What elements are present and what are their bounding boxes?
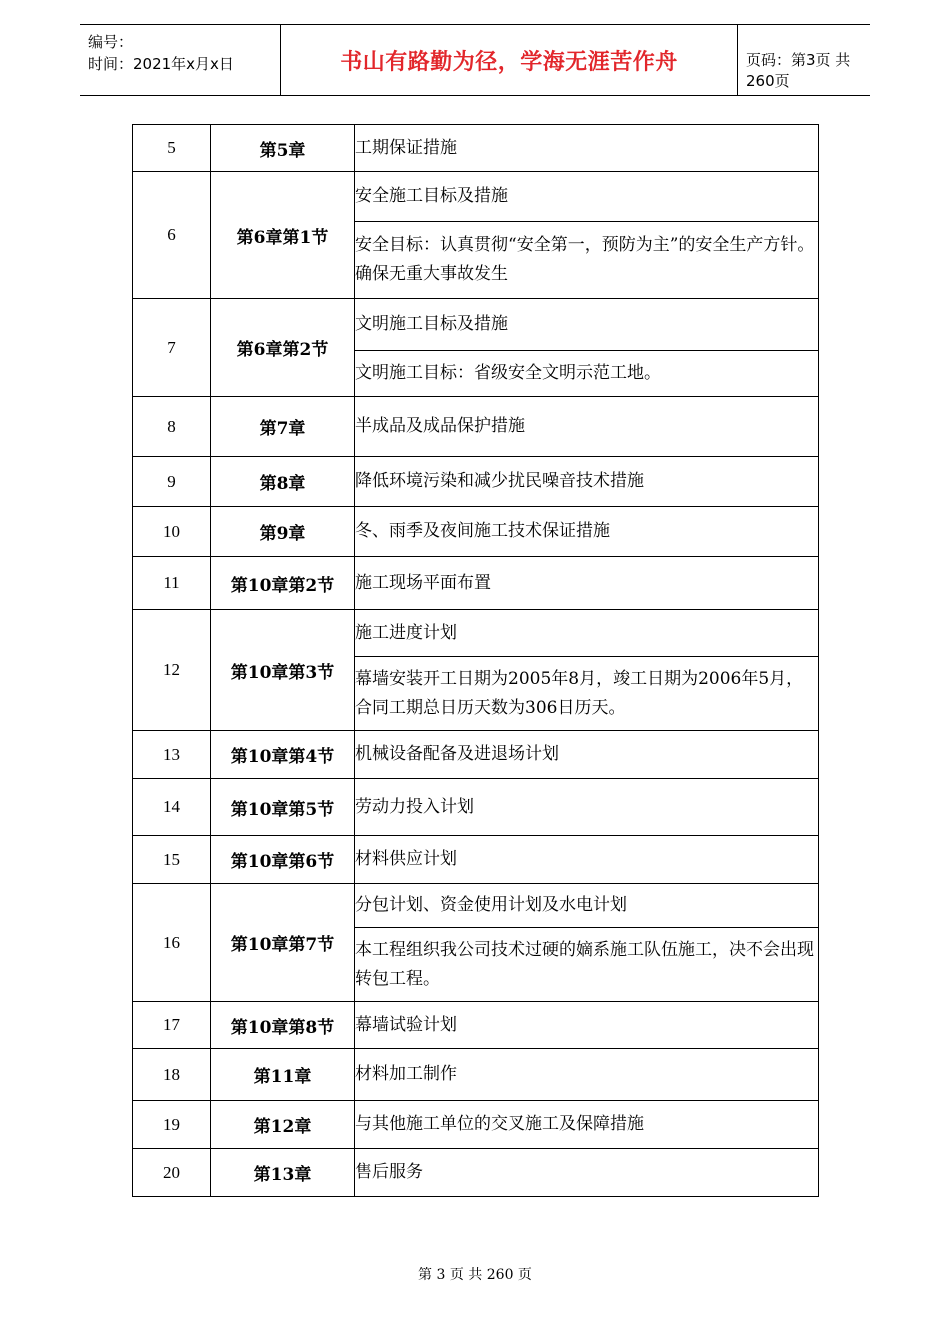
chapter-cell: 第10章第2节 bbox=[211, 557, 355, 610]
chapter-cell: 第11章 bbox=[211, 1049, 355, 1101]
chapter-cell: 第10章第7节 bbox=[211, 884, 355, 1002]
row-number: 16 bbox=[133, 884, 211, 1002]
chapter-cell: 第10章第3节 bbox=[211, 610, 355, 731]
chapter-cell: 第6章第2节 bbox=[211, 299, 355, 397]
table-row bbox=[133, 731, 819, 779]
section-detail-cell: 安全目标：认真贯彻“安全第一，预防为主”的安全生产方针。确保无重大事故发生 bbox=[355, 222, 819, 299]
chapter-cell: 第10章第4节 bbox=[211, 731, 355, 779]
row-number: 10 bbox=[133, 507, 211, 557]
table-row bbox=[133, 1101, 819, 1149]
table-row bbox=[133, 1149, 819, 1197]
chapter-cell: 第7章 bbox=[211, 397, 355, 457]
table-row bbox=[133, 779, 819, 836]
section-title-cell: 与其他施工单位的交叉施工及保障措施 bbox=[355, 1101, 819, 1149]
row-number: 6 bbox=[133, 172, 211, 299]
section-title-cell: 冬、雨季及夜间施工技术保证措施 bbox=[355, 507, 819, 557]
table-row bbox=[133, 884, 819, 928]
header-left bbox=[88, 31, 278, 75]
row-number: 19 bbox=[133, 1101, 211, 1149]
row-number: 7 bbox=[133, 299, 211, 397]
section-title-cell: 施工进度计划 bbox=[355, 610, 819, 657]
section-title-cell: 售后服务 bbox=[355, 1149, 819, 1197]
section-detail-cell: 幕墙安装开工日期为2005年8月，竣工日期为2006年5月，合同工期总日历天数为306日历天。 bbox=[355, 657, 819, 731]
section-title-cell: 材料加工制作 bbox=[355, 1049, 819, 1101]
section-title-cell: 降低环境污染和减少扰民噪音技术措施 bbox=[355, 457, 819, 507]
table-row bbox=[133, 610, 819, 657]
section-title-cell: 分包计划、资金使用计划及水电计划 bbox=[355, 884, 819, 928]
row-number: 12 bbox=[133, 610, 211, 731]
table-row bbox=[133, 557, 819, 610]
section-title-cell: 材料供应计划 bbox=[355, 836, 819, 884]
chapter-cell: 第8章 bbox=[211, 457, 355, 507]
section-title-cell: 施工现场平面布置 bbox=[355, 557, 819, 610]
section-title-cell: 工期保证措施 bbox=[355, 125, 819, 172]
chapter-cell: 第10章第5节 bbox=[211, 779, 355, 836]
table-row bbox=[133, 125, 819, 172]
chapter-cell: 第10章第6节 bbox=[211, 836, 355, 884]
chapter-cell: 第6章第1节 bbox=[211, 172, 355, 299]
table-row bbox=[133, 457, 819, 507]
chapter-cell: 第5章 bbox=[211, 125, 355, 172]
header-page-info: 页码：第3页 共260页 bbox=[746, 51, 851, 90]
section-detail-cell: 本工程组织我公司技术过硬的嫡系施工队伍施工，决不会出现转包工程。 bbox=[355, 928, 819, 1002]
table-row bbox=[133, 299, 819, 351]
row-number: 20 bbox=[133, 1149, 211, 1197]
row-number: 9 bbox=[133, 457, 211, 507]
section-title-cell: 安全施工目标及措施 bbox=[355, 172, 819, 222]
table-row bbox=[133, 397, 819, 457]
header-motto: 书山有路勤为径，学海无涯苦作舟 bbox=[280, 25, 738, 95]
section-title-cell: 文明施工目标及措施 bbox=[355, 299, 819, 351]
row-number: 17 bbox=[133, 1002, 211, 1049]
section-detail-cell: 文明施工目标：省级安全文明示范工地。 bbox=[355, 351, 819, 397]
chapter-cell: 第13章 bbox=[211, 1149, 355, 1197]
page-footer: 第 3 页 共 260 页 bbox=[418, 1267, 532, 1283]
row-number: 11 bbox=[133, 557, 211, 610]
table-row bbox=[133, 1049, 819, 1101]
table-row bbox=[133, 836, 819, 884]
row-number: 14 bbox=[133, 779, 211, 836]
section-title-cell: 机械设备配备及进退场计划 bbox=[355, 731, 819, 779]
row-number: 15 bbox=[133, 836, 211, 884]
table-row bbox=[133, 172, 819, 222]
page-header bbox=[80, 24, 870, 96]
chapter-cell: 第12章 bbox=[211, 1101, 355, 1149]
row-number: 13 bbox=[133, 731, 211, 779]
chapter-cell: 第9章 bbox=[211, 507, 355, 557]
chapter-cell: 第10章第8节 bbox=[211, 1002, 355, 1049]
document-time: 时间：2021年x月x日 bbox=[88, 55, 234, 73]
section-title-cell: 幕墙试验计划 bbox=[355, 1002, 819, 1049]
contents-table bbox=[132, 124, 819, 1197]
contents-table-body bbox=[133, 125, 819, 1197]
row-number: 8 bbox=[133, 397, 211, 457]
row-number: 5 bbox=[133, 125, 211, 172]
row-number: 18 bbox=[133, 1049, 211, 1101]
table-row bbox=[133, 1002, 819, 1049]
document-number-label: 编号： bbox=[88, 33, 134, 51]
section-title-cell: 半成品及成品保护措施 bbox=[355, 397, 819, 457]
section-title-cell: 劳动力投入计划 bbox=[355, 779, 819, 836]
table-row bbox=[133, 507, 819, 557]
